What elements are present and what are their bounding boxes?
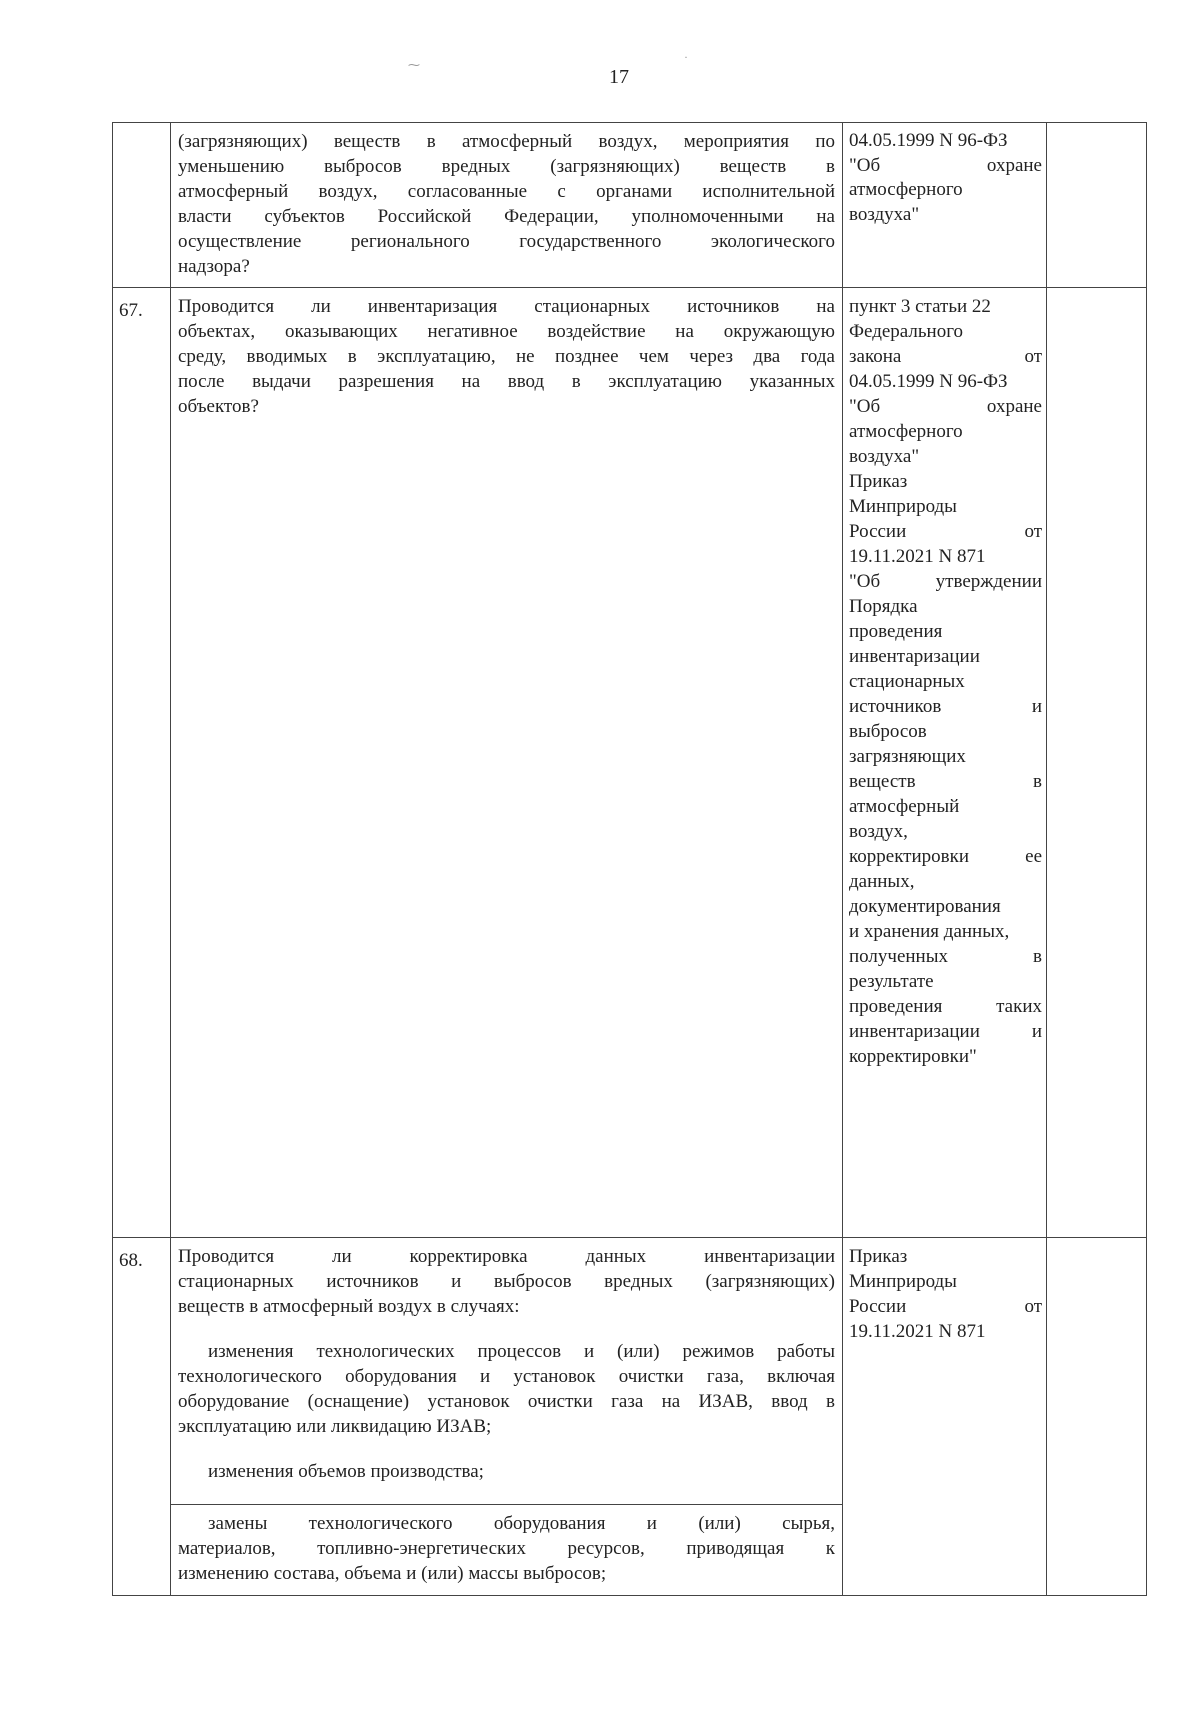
reference-line: России от — [849, 521, 1042, 542]
reference-line: "Об охране — [849, 396, 1042, 417]
reference-line: Приказ — [849, 471, 908, 492]
row-number — [113, 123, 171, 288]
case-item — [171, 1504, 842, 1586]
reference-line: веществ в — [849, 771, 1042, 792]
reference-line: документирования — [849, 896, 1001, 917]
question-line: уменьшению выбросов вредных (загрязняющих) веществ в — [178, 156, 835, 177]
reference-cell — [843, 288, 1047, 1238]
reference-cell — [843, 1238, 1047, 1596]
reference-line: инвентаризации и — [849, 1021, 1042, 1042]
reference-line: "Об утверждении — [849, 571, 1042, 592]
table-row — [113, 288, 1147, 1238]
reference-line: 04.05.1999 N 96-ФЗ — [849, 371, 1008, 392]
case-line: эксплуатацию или ликвидацию ИЗАВ; — [178, 1416, 492, 1437]
question-cell — [171, 1238, 843, 1596]
question-line: власти субъектов Российской Федерации, уполномоченными на — [178, 206, 835, 227]
question-line: Проводится ли инвентаризация стационарных источников на — [178, 296, 835, 317]
reference-line: стационарных — [849, 671, 965, 692]
case-item — [178, 1339, 835, 1439]
reference-line: данных, — [849, 871, 915, 892]
question-cell — [171, 123, 843, 288]
reference-line: источников и — [849, 696, 1042, 717]
reference-line: Минприроды — [849, 1271, 957, 1292]
question-line: веществ в атмосферный воздух в случаях: — [178, 1296, 520, 1317]
reference-line: 04.05.1999 N 96-ФЗ — [849, 130, 1008, 151]
table-row — [113, 123, 1147, 288]
reference-line: Федерального — [849, 321, 964, 342]
reference-line: выбросов — [849, 721, 927, 742]
question-line: объектах, оказывающих негативное воздействие на окружающую — [178, 321, 835, 342]
reference-line: инвентаризации — [849, 646, 980, 667]
reference-line: проведения таких — [849, 996, 1042, 1017]
reference-line: Минприроды — [849, 496, 957, 517]
reference-line: атмосферного — [849, 421, 963, 442]
table-row — [113, 1238, 1147, 1596]
page-number: 17 — [609, 66, 629, 88]
question-line: после выдачи разрешения на ввод в эксплуатацию указанных — [178, 371, 835, 392]
reference-line: закона от — [849, 346, 1042, 367]
case-item: изменения объемов производства; — [208, 1461, 484, 1482]
reference-line: загрязняющих — [849, 746, 966, 767]
scan-speck: ⁓ — [408, 58, 420, 72]
case-line: материалов, топливно-энергетических ресурсов, приводящая к — [178, 1538, 835, 1559]
empty-cell — [1047, 123, 1147, 288]
reference-line: проведения — [849, 621, 943, 642]
question-line: объектов? — [178, 396, 259, 417]
question-line: осуществление регионального государственного экологического — [178, 231, 835, 252]
case-line: технологического оборудования и установок очистки газа, включая — [178, 1366, 835, 1387]
question-line: Проводится ли корректировка данных инвентаризации — [178, 1246, 835, 1267]
reference-line: и хранения данных, — [849, 921, 1010, 942]
question-line: (загрязняющих) веществ в атмосферный воздух, мероприятия по — [178, 131, 835, 152]
reference-line: Приказ — [849, 1246, 908, 1267]
question-cell — [171, 288, 843, 1238]
question-line: среду, вводимых в эксплуатацию, не позднее чем через два года — [178, 346, 835, 367]
row-number: 67. — [113, 288, 171, 1238]
reference-line: атмосферного — [849, 179, 963, 200]
reference-line: атмосферный — [849, 796, 960, 817]
reference-line: воздух, — [849, 821, 908, 842]
case-line: изменению состава, объема и (или) массы выбросов; — [178, 1563, 607, 1584]
case-line: оборудование (оснащение) установок очистки газа на ИЗАВ, ввод в — [178, 1391, 835, 1412]
row-number: 68. — [113, 1238, 171, 1596]
case-line: замены технологического оборудования и (или) сырья, — [208, 1513, 835, 1534]
reference-line: 19.11.2021 N 871 — [849, 546, 986, 567]
reference-line: России от — [849, 1296, 1042, 1317]
reference-line: "Об охране — [849, 154, 1042, 176]
case-line: изменения технологических процессов и (или) режимов работы — [208, 1341, 835, 1362]
checklist-table — [112, 122, 1147, 1596]
reference-line: воздуха" — [849, 446, 920, 467]
reference-line: результате — [849, 971, 934, 992]
reference-line: полученных в — [849, 946, 1042, 967]
empty-cell — [1047, 288, 1147, 1238]
reference-line: Порядка — [849, 596, 918, 617]
reference-line: пункт 3 статьи 22 — [849, 296, 991, 317]
question-line: надзора? — [178, 256, 250, 277]
reference-line: корректировки" — [849, 1046, 977, 1067]
scan-speck: · — [684, 50, 688, 64]
question-line: атмосферный воздух, согласованные с органами исполнительной — [178, 181, 835, 202]
question-line: стационарных источников и выбросов вредных (загрязняющих) — [178, 1271, 835, 1292]
empty-cell — [1047, 1238, 1147, 1596]
reference-line: воздуха" — [849, 203, 920, 225]
reference-line: корректировки ее — [849, 846, 1042, 867]
reference-cell — [843, 123, 1047, 288]
reference-line: 19.11.2021 N 871 — [849, 1321, 986, 1342]
